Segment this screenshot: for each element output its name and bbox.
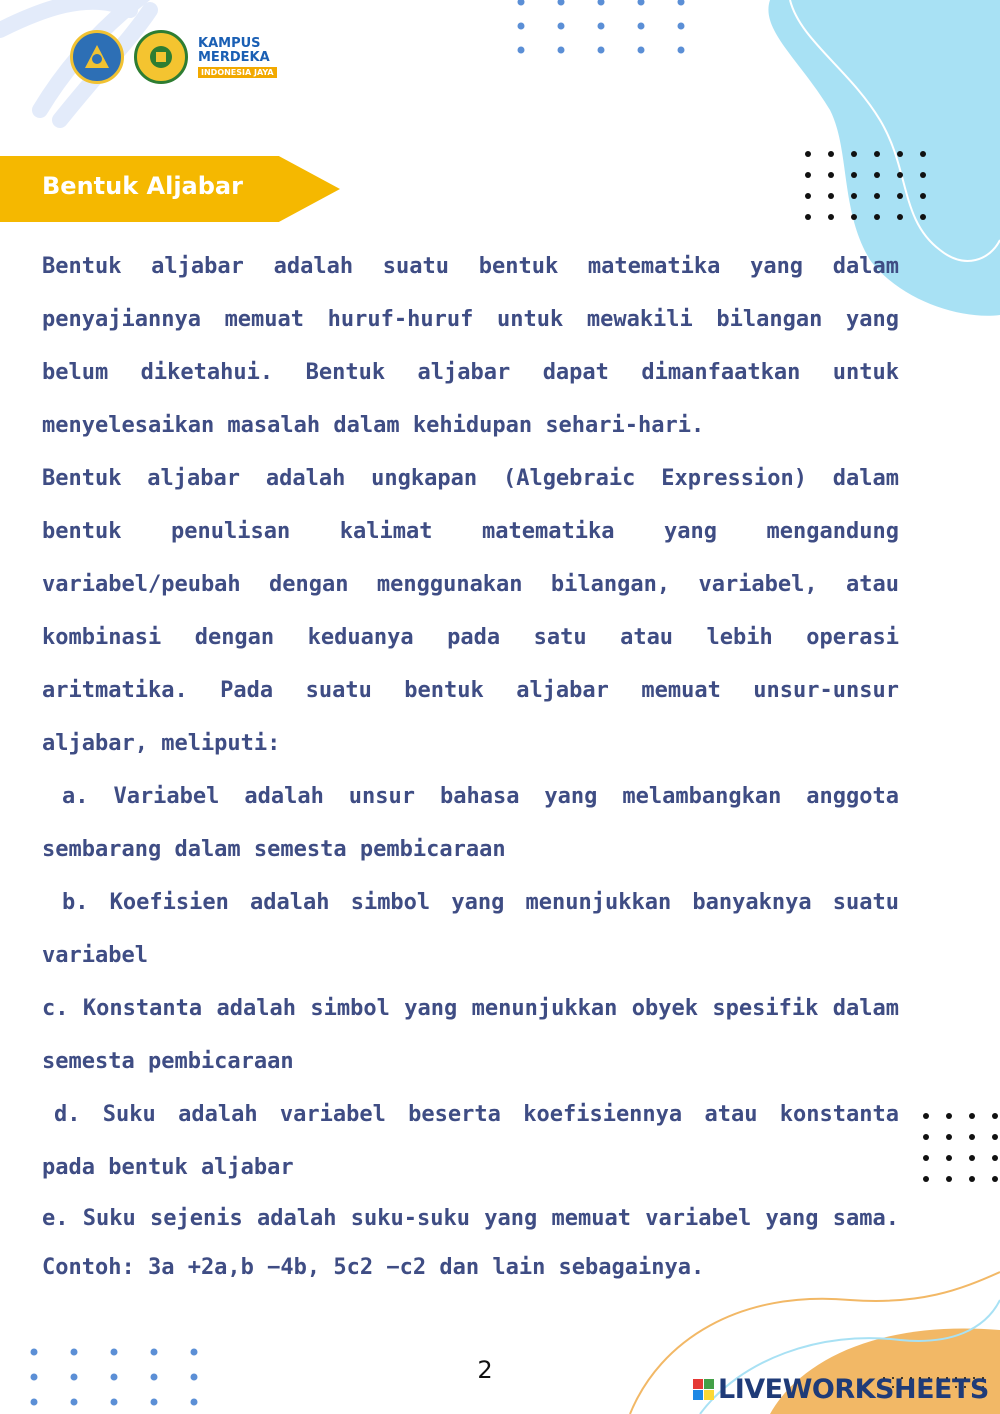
dot-mid-right bbox=[992, 1134, 998, 1140]
dot-mid-right bbox=[969, 1134, 975, 1140]
kampus-merdeka-line1: KAMPUS bbox=[198, 35, 261, 51]
kampus-merdeka-logo bbox=[198, 37, 277, 78]
dot-mid-right bbox=[992, 1176, 998, 1182]
dot-bottom-left bbox=[191, 1349, 198, 1356]
dot-top-center bbox=[598, 23, 605, 30]
list-item-konstanta: c. Konstanta adalah simbol yang menunjukkan obyek spesifik dalam semesta pembicaraan bbox=[42, 996, 899, 1074]
liveworksheets-brand: LIVEWORKSHEETS bbox=[718, 1374, 989, 1405]
dot-mid-right bbox=[992, 1155, 998, 1161]
dot-top-right bbox=[874, 151, 880, 157]
dot-top-right bbox=[920, 214, 926, 220]
dot-top-right bbox=[805, 193, 811, 199]
dot-top-center bbox=[558, 47, 565, 54]
dot-top-right bbox=[920, 151, 926, 157]
dot-top-center bbox=[638, 0, 645, 6]
dot-top-right bbox=[805, 214, 811, 220]
dot-top-right bbox=[897, 193, 903, 199]
dot-top-center bbox=[638, 23, 645, 30]
dot-bottom-left bbox=[111, 1399, 118, 1406]
dot-top-right bbox=[851, 151, 857, 157]
dot-mid-right bbox=[923, 1134, 929, 1140]
dot-bottom-left bbox=[31, 1399, 38, 1406]
dot-mid-right bbox=[969, 1155, 975, 1161]
list-item-koefisien: b. Koefisien adalah simbol yang menunjukkan banyaknya suatu variabel bbox=[42, 890, 899, 968]
dot-bottom-left bbox=[191, 1374, 198, 1381]
dot-mid-right bbox=[992, 1113, 998, 1119]
list-item-variabel: a. Variabel adalah unsur bahasa yang melambangkan anggota sembarang dalam semesta pembicaraan bbox=[42, 784, 899, 862]
university-logo bbox=[134, 30, 188, 84]
dot-bottom-left bbox=[71, 1349, 78, 1356]
dot-top-right bbox=[897, 214, 903, 220]
dot-top-right bbox=[920, 193, 926, 199]
dot-top-right bbox=[851, 172, 857, 178]
dot-top-right bbox=[851, 193, 857, 199]
dot-top-center bbox=[598, 0, 605, 6]
dot-top-center bbox=[638, 47, 645, 54]
university-seal-icon bbox=[146, 42, 176, 72]
dot-mid-right bbox=[969, 1176, 975, 1182]
dot-top-right bbox=[874, 193, 880, 199]
dot-top-right bbox=[897, 172, 903, 178]
dot-mid-right bbox=[969, 1113, 975, 1119]
kampus-merdeka-tag: INDONESIA JAYA bbox=[198, 67, 277, 78]
dot-mid-right bbox=[946, 1176, 952, 1182]
dot-top-right bbox=[828, 172, 834, 178]
dot-top-center bbox=[518, 47, 525, 54]
liveworksheets-logo bbox=[693, 1374, 989, 1405]
dot-top-right bbox=[828, 193, 834, 199]
paragraph-intro: Bentuk aljabar adalah suatu bentuk matematika yang dalam penyajiannya memuat huruf-huruf untuk mewakili bilangan yang belum diketahui. Bentuk aljabar dapat dimanfaatkan untuk menyelesaikan masalah dalam kehidupan sehari-hari. bbox=[42, 254, 899, 438]
dot-top-right bbox=[851, 214, 857, 220]
dot-bottom-left bbox=[151, 1374, 158, 1381]
dot-top-center bbox=[558, 23, 565, 30]
dot-bottom-left bbox=[71, 1399, 78, 1406]
dot-top-right bbox=[805, 151, 811, 157]
dot-top-right bbox=[920, 172, 926, 178]
dot-top-center bbox=[518, 0, 525, 6]
dot-mid-right bbox=[946, 1113, 952, 1119]
list-item-suku-sejenis: e. Suku sejenis adalah suku-suku yang memuat variabel yang sama. Contoh: 3a +2a,b −4b, 5c2 −c2 dan lain sebagainya. bbox=[42, 1206, 899, 1280]
list-item-suku: d. Suku adalah variabel beserta koefisiennya atau konstanta pada bentuk aljabar bbox=[42, 1102, 899, 1180]
dot-top-center bbox=[678, 23, 685, 30]
dot-top-right bbox=[897, 151, 903, 157]
dot-top-right bbox=[874, 214, 880, 220]
main-content bbox=[42, 240, 899, 1292]
dot-bottom-left bbox=[111, 1349, 118, 1356]
dot-top-center bbox=[678, 0, 685, 6]
dot-top-right bbox=[874, 172, 880, 178]
dot-top-center bbox=[598, 47, 605, 54]
dot-top-center bbox=[558, 0, 565, 6]
section-title: Bentuk Aljabar bbox=[42, 172, 243, 200]
dot-bottom-left bbox=[151, 1399, 158, 1406]
dot-bottom-left bbox=[71, 1374, 78, 1381]
liveworksheets-icon bbox=[693, 1379, 714, 1400]
dot-mid-right bbox=[946, 1155, 952, 1161]
dot-bottom-left bbox=[31, 1349, 38, 1356]
dot-bottom-left bbox=[31, 1374, 38, 1381]
paragraph-definition: Bentuk aljabar adalah ungkapan (Algebraic Expression) dalam bentuk penulisan kalimat matematika yang mengandung variabel/peubah dengan menggunakan bilangan, variabel, atau kombinasi dengan keduanya pada satu atau lebih operasi aritmatika. Pada suatu bentuk aljabar memuat unsur-unsur aljabar, meliputi: bbox=[42, 466, 899, 756]
dot-top-right bbox=[828, 151, 834, 157]
tut-wuri-handayani-icon bbox=[82, 42, 112, 72]
dot-bottom-left bbox=[191, 1399, 198, 1406]
dot-mid-right bbox=[923, 1155, 929, 1161]
header-logos bbox=[70, 30, 277, 84]
dot-top-right bbox=[805, 172, 811, 178]
dot-bottom-left bbox=[151, 1349, 158, 1356]
dot-top-right bbox=[828, 214, 834, 220]
dot-top-center bbox=[518, 23, 525, 30]
dot-bottom-left bbox=[111, 1374, 118, 1381]
dot-top-center bbox=[678, 47, 685, 54]
dot-mid-right bbox=[923, 1176, 929, 1182]
page-number: 2 bbox=[477, 1356, 493, 1384]
kampus-merdeka-line2: MERDEKA bbox=[198, 49, 270, 65]
dot-mid-right bbox=[946, 1134, 952, 1140]
kemdikbud-logo bbox=[70, 30, 124, 84]
dot-mid-right bbox=[923, 1113, 929, 1119]
